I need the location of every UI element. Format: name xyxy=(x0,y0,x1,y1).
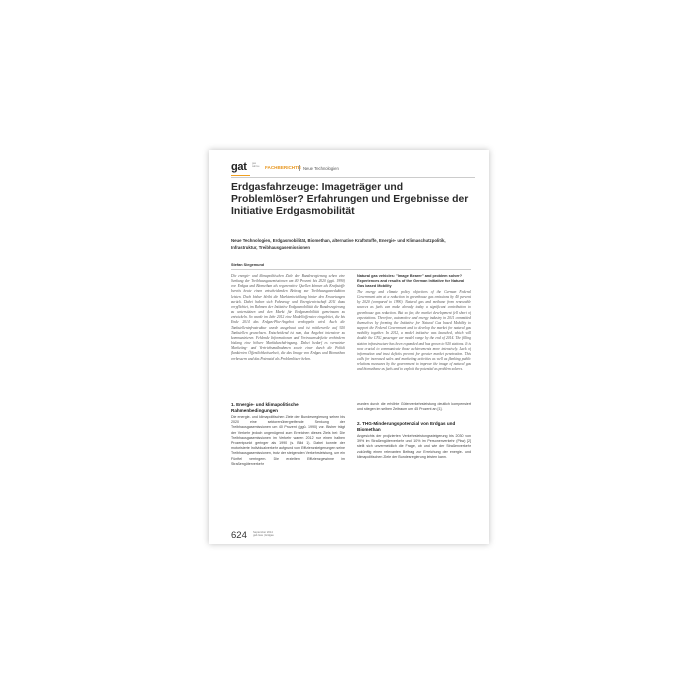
page-number: 624 xyxy=(231,530,247,541)
section-2-text: Angesichts der projizierten Verkehrsleistungssteigerung bis 2030 von 39% im Straßengüterverkehr und 10% im Personenverkehr (Pkw) [2] stellt sich unvermeidlich die Frage, ob und wie der Straßenverkehr zukünftig einen relevanten Beitrag zur Erreichung der energie- und klimapolitischen Ziele der Bundesregierung leisten kann. xyxy=(357,434,471,459)
keywords: Neue Technologien, Erdgasmobilität, Biomethan, alternative Kraftstoffe, Energie- und Klimaschutzpolitik, Infrastruktur, Treibhausgasemissionen xyxy=(231,238,446,250)
header-separator xyxy=(299,165,300,171)
abstract-english: The energy and climate policy objectives of the German Federal Government aim at a reduction in greenhouse gas emissions by 40 percent by 2020 (compared to 1990). Natural gas and methane from renewable sources as fuels can make already today a significant contribution to greenhouse gas reduction. But so far, the market development fell short of expectations. Therefore, automotive and energy industry in 2011 committed themselves by forming the Initiative for Natural Gas based Mobility to support the Federal Government and to develop the market for natural gas mobility together. In 2012, a model initiative was launched, which will double the CNG passenger car model range by the end of 2014. The filling station infrastructure has been expanded and has grown to 920 stations. It is now crucial to communicate those achievements more intensively. Lack of information and trust deficits prevent for greater market penetration. This calls for increased sales and marketing activities as well as flanking public relations measures by the government to improve the image of natural gas and biomethane as fuels and to exploit the potential as problem solvers. xyxy=(357,290,471,372)
column-2-continuation: wurden durch die erhöhte Güterverkehrsleistung deutlich kompensiert und stiegen im selben Zeitraum um 45 Prozent an [1]. xyxy=(357,402,471,412)
logo-subtitle: gas wärme xyxy=(252,162,260,168)
header-divider xyxy=(231,177,475,178)
article-page xyxy=(209,150,489,544)
logo-accent-bar xyxy=(231,175,250,176)
footer-meta: September 2014 gwf-Gas | Erdgas xyxy=(253,531,274,538)
article-title: Erdgasfahrzeuge: Imageträger und Problemlöser? Erfahrungen und Ergebnisse der Initiative Erdgasmobilität xyxy=(231,182,469,217)
section-1-heading: 1. Energie- und klimapolitische Rahmenbedingungen xyxy=(231,402,299,413)
section-2-heading: 2. THG-Minderungspotenzial von Erdgas und Biomethan xyxy=(357,421,456,432)
abstract-german: Die energie- und klimapolitischen Ziele der Bundesregierung sehen eine Senkung der Treibhausgasemissionen um 40 Prozent bis 2020 (ggü. 1990) vor. Erdgas und Biomethan als regenerative Quellen können als Kraftstoffe bereits heute einen entscheidenden Beitrag zur Treibhausgasreduktion leisten. Doch bisher bleibt die Marktentwicklung hinter den Erwartungen zurück. Dabei haben sich Fahrzeug- und Energiewirtschaft 2011 dazu verpflichtet, im Rahmen der Initiative Erdgasmobilität die Bundesregierung zu unterstützen und den Markt für Erdgasmobilität gemeinsam zu entwickeln. So wurde im Jahr 2012 eine Modelloffensive eingeleitet, die bis Ende 2014 das Erdgas-Pkw-Angebot verdoppeln wird. Auch die Tankstelleninfrastruktur wurde ausgebaut und ist mittlerweile auf 920 Tankstellen gewachsen. Entscheidend ist nun, das Angebot intensiver zu kommunizieren. Fehlende Informationen und Vertrauensdefizite verhindern bislang eine höhere Marktdurchdringung. Dabei bedarf es vernetzter Marketing- und Vertriebsmaßnahmen sowie einer durch die Politik flankierten Öffentlichkeitsarbeit, die das Image von Erdgas und Biomethan verbessern und das Potenzial als Problemlöser heben. xyxy=(231,274,345,361)
gat-logo: gat xyxy=(231,161,247,173)
author-name: Stefan Siegemund xyxy=(231,263,265,267)
page-header xyxy=(231,161,475,175)
section-1-text: Die energie- und klimapolitischen Ziele der Bundesregierung sehen bis 2020 eine sektorenübergreifende Senkung der Treibhausgasemissionen um 40 Prozent (ggü. 1990) vor. Bisher trägt der Verkehr jedoch ungenügend zum Erreichen dieses Ziels bei: Die Treibhausgasemissionen im Verkehr waren 2012 nur einen halben Prozentpunkt geringer als 1990 (s. Bild 1). Dabei konnte der motorisierte Individualverkehr aufgrund von Effizienzsteigerungen seine Treibhausgasemissionen, trotz der steigenden Verkehrsleistung, um ein Fünftel verringern. Die erzielten Effizienzgewinne im Straßengüterverkehr xyxy=(231,415,345,466)
section-label: FACHBERICHTE xyxy=(265,165,301,170)
subsection-label: Neue Technologien xyxy=(303,165,339,171)
abstract-english-title: Natural gas vehicles: "Image Bearer" and problem solver? Experiences and results of the German Initiative for Natural Gas based Mobility xyxy=(357,274,465,289)
